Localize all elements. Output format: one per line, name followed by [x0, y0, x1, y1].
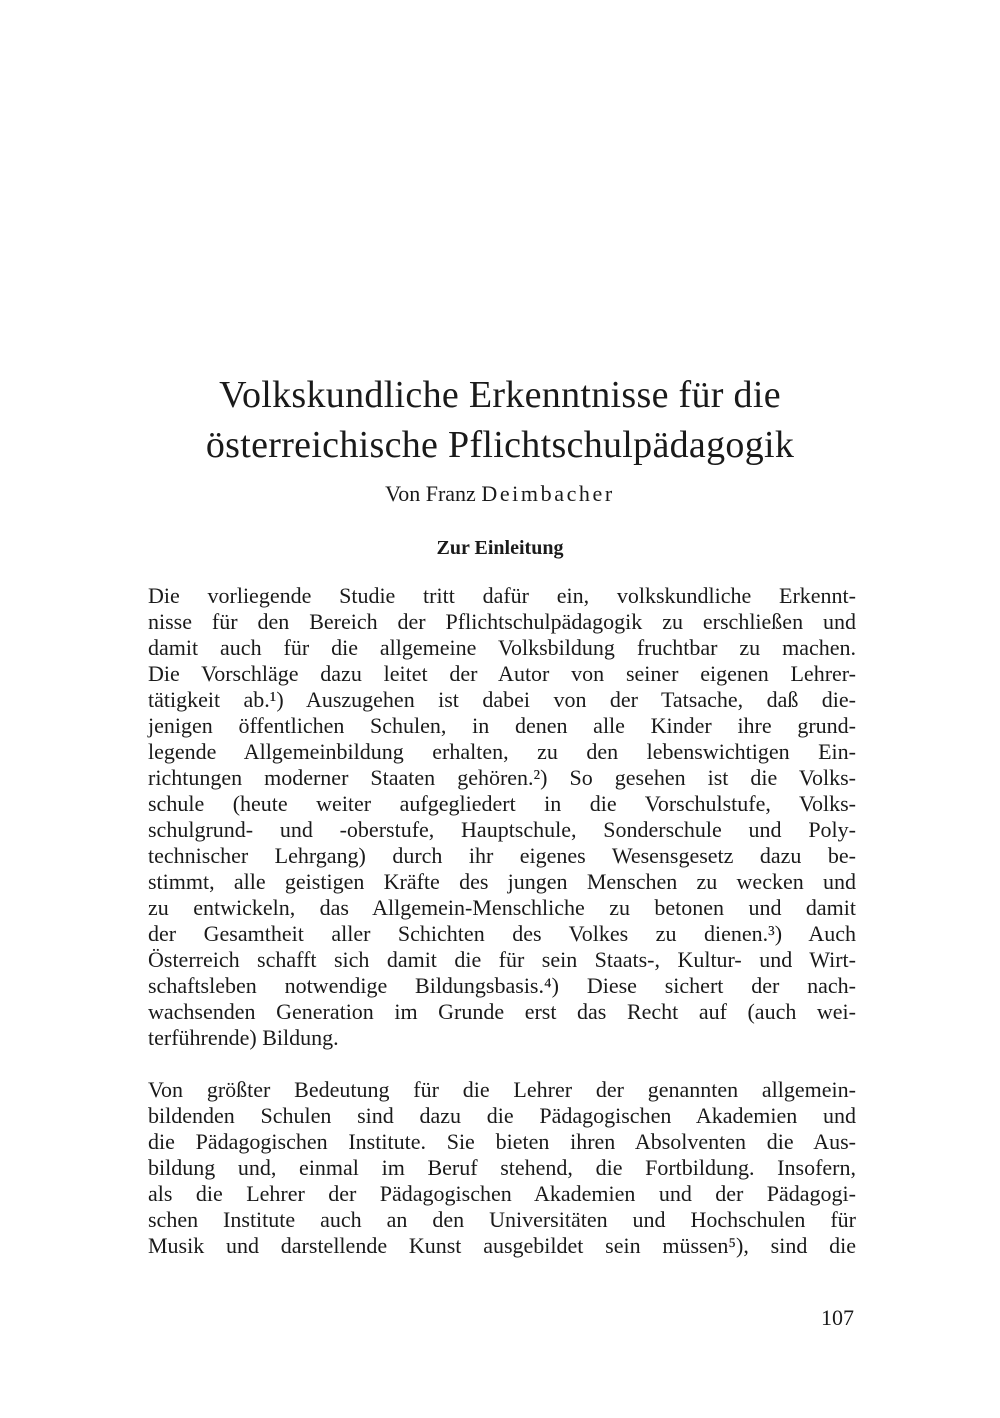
text-line: Musik und darstellende Kunst ausgebildet sein müssen⁵), sind die	[148, 1233, 856, 1258]
text-line: terführende) Bildung.	[148, 1025, 339, 1050]
paragraph-2	[148, 1077, 856, 1259]
text-line: damit auch für die allgemeine Volksbildung fruchtbar zu machen.	[148, 635, 856, 660]
text-line: bildung und, einmal im Beruf stehend, die Fortbildung. Insofern,	[148, 1155, 856, 1180]
section-heading: Zur Einleitung	[436, 537, 564, 559]
author-name: Deimbacher	[481, 481, 615, 506]
text-line: schen Institute auch an den Universitäten und Hochschulen für	[148, 1207, 856, 1232]
text-line: Österreich schafft sich damit die für sein Staats-, Kultur- und Wirt-	[148, 947, 856, 972]
text-line: bildenden Schulen sind dazu die Pädagogischen Akademien und	[148, 1103, 856, 1128]
text-line: schulgrund- und -oberstufe, Hauptschule, Sonderschule und Poly-	[148, 817, 856, 842]
body-text	[148, 583, 856, 1259]
text-line: zu entwickeln, das Allgemein-Menschliche zu betonen und damit	[148, 895, 856, 920]
text-line: die Pädagogischen Institute. Sie bieten ihren Absolventen die Aus-	[148, 1129, 856, 1154]
text-line: der Gesamtheit aller Schichten des Volkes zu dienen.³) Auch	[148, 921, 856, 946]
text-line: richtungen moderner Staaten gehören.²) So gesehen ist die Volks-	[148, 765, 856, 790]
title-line-1: Volkskundliche Erkenntnisse für die	[219, 374, 781, 416]
text-line: technischer Lehrgang) durch ihr eigenes Wesensgesetz dazu be-	[148, 843, 856, 868]
page-number: 107	[821, 1305, 854, 1330]
article-title	[120, 370, 880, 470]
text-line: jenigen öffentlichen Schulen, in denen alle Kinder ihre grund-	[148, 713, 856, 738]
text-line: Die vorliegende Studie tritt dafür ein, volkskundliche Erkennt-	[148, 583, 856, 608]
text-line: Von größter Bedeutung für die Lehrer der genannten allgemein-	[148, 1077, 856, 1102]
text-line: tätigkeit ab.¹) Auszugehen ist dabei von der Tatsache, daß die-	[148, 687, 856, 712]
text-line: schule (heute weiter aufgegliedert in die Vorschulstufe, Volks-	[148, 791, 856, 816]
text-line: wachsenden Generation im Grunde erst das Recht auf (auch wei-	[148, 999, 856, 1024]
text-line: schaftsleben notwendige Bildungsbasis.⁴) Diese sichert der nach-	[148, 973, 856, 998]
byline-prefix: Von Franz	[385, 481, 476, 506]
byline	[150, 479, 850, 509]
text-line: als die Lehrer der Pädagogischen Akademien und der Pädagogi-	[148, 1181, 856, 1206]
text-line: Die Vorschläge dazu leitet der Autor von seiner eigenen Lehrer-	[148, 661, 856, 686]
text-line: stimmt, alle geistigen Kräfte des jungen Menschen zu wecken und	[148, 869, 856, 894]
text-line: legende Allgemeinbildung erhalten, zu den lebenswichtigen Ein-	[148, 739, 856, 764]
text-line: nisse für den Bereich der Pflichtschulpädagogik zu erschließen und	[148, 609, 856, 634]
title-line-2: österreichische Pflichtschulpädagogik	[205, 424, 795, 466]
paragraph-1	[148, 583, 856, 1051]
